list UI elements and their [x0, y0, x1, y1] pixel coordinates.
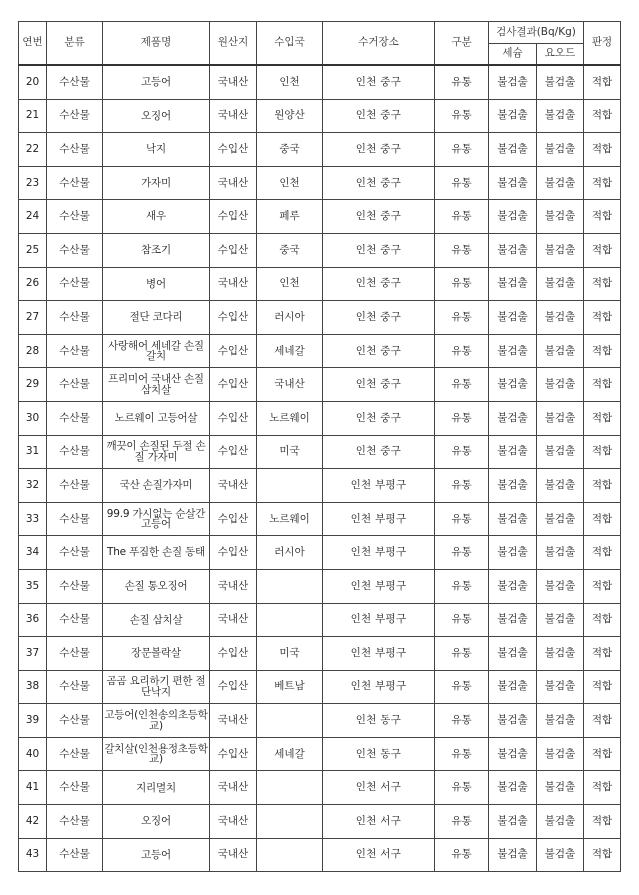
header-verdict: 판정 — [584, 22, 621, 66]
cell-type: 유통 — [435, 65, 489, 99]
cell-cesium: 불검출 — [489, 200, 537, 234]
cell-cesium: 불검출 — [489, 301, 537, 335]
cell-product: 절단 코다리 — [103, 301, 210, 335]
cell-iodine: 불검출 — [537, 435, 584, 469]
cell-origin: 수입산 — [210, 133, 257, 167]
inspection-results-table — [18, 21, 621, 872]
cell-location: 인천 중구 — [323, 133, 435, 167]
cell-location: 인천 중구 — [323, 200, 435, 234]
table-row — [19, 99, 621, 133]
cell-iodine: 불검출 — [537, 805, 584, 839]
cell-category: 수산물 — [47, 401, 103, 435]
cell-type: 유통 — [435, 401, 489, 435]
cell-verdict: 적합 — [584, 838, 621, 872]
table-row — [19, 435, 621, 469]
cell-product: 참조기 — [103, 233, 210, 267]
cell-iodine: 불검출 — [537, 334, 584, 368]
cell-import-country: 원양산 — [257, 99, 323, 133]
cell-verdict: 적합 — [584, 334, 621, 368]
cell-origin: 국내산 — [210, 603, 257, 637]
table-row — [19, 670, 621, 704]
cell-location: 인천 중구 — [323, 166, 435, 200]
cell-iodine: 불검출 — [537, 99, 584, 133]
cell-cesium: 불검출 — [489, 99, 537, 133]
cell-verdict: 적합 — [584, 704, 621, 738]
cell-product: 장문볼락살 — [103, 637, 210, 671]
cell-import-country — [257, 704, 323, 738]
cell-import-country — [257, 805, 323, 839]
cell-import-country — [257, 569, 323, 603]
cell-cesium: 불검출 — [489, 401, 537, 435]
cell-location: 인천 동구 — [323, 704, 435, 738]
cell-verdict: 적합 — [584, 99, 621, 133]
cell-no: 25 — [19, 233, 47, 267]
cell-type: 유통 — [435, 469, 489, 503]
cell-product: 노르웨이 고등어살 — [103, 401, 210, 435]
cell-no: 22 — [19, 133, 47, 167]
table-row — [19, 637, 621, 671]
table-row — [19, 166, 621, 200]
cell-type: 유통 — [435, 233, 489, 267]
cell-import-country: 러시아 — [257, 536, 323, 570]
cell-origin: 수입산 — [210, 233, 257, 267]
cell-type: 유통 — [435, 301, 489, 335]
cell-product: 고등어(인천송의초등학교) — [103, 704, 210, 738]
cell-verdict: 적합 — [584, 133, 621, 167]
cell-origin: 수입산 — [210, 200, 257, 234]
cell-origin: 수입산 — [210, 502, 257, 536]
cell-cesium: 불검출 — [489, 569, 537, 603]
cell-origin: 국내산 — [210, 805, 257, 839]
table-row — [19, 704, 621, 738]
cell-import-country: 페루 — [257, 200, 323, 234]
cell-no: 40 — [19, 737, 47, 771]
cell-cesium: 불검출 — [489, 435, 537, 469]
cell-type: 유통 — [435, 670, 489, 704]
table-row — [19, 133, 621, 167]
cell-location: 인천 서구 — [323, 771, 435, 805]
cell-verdict: 적합 — [584, 166, 621, 200]
cell-iodine: 불검출 — [537, 704, 584, 738]
header-product: 제품명 — [103, 22, 210, 66]
cell-origin: 수입산 — [210, 368, 257, 402]
cell-no: 36 — [19, 603, 47, 637]
cell-no: 41 — [19, 771, 47, 805]
cell-type: 유통 — [435, 704, 489, 738]
cell-location: 인천 중구 — [323, 334, 435, 368]
cell-no: 32 — [19, 469, 47, 503]
cell-no: 31 — [19, 435, 47, 469]
cell-verdict: 적합 — [584, 805, 621, 839]
cell-product: 새우 — [103, 200, 210, 234]
cell-product: 가자미 — [103, 166, 210, 200]
cell-location: 인천 부평구 — [323, 670, 435, 704]
cell-location: 인천 중구 — [323, 99, 435, 133]
cell-type: 유통 — [435, 536, 489, 570]
cell-origin: 수입산 — [210, 670, 257, 704]
cell-category: 수산물 — [47, 233, 103, 267]
cell-iodine: 불검출 — [537, 502, 584, 536]
inspection-results-table-wrapper — [18, 21, 621, 872]
table-row — [19, 838, 621, 872]
cell-type: 유통 — [435, 99, 489, 133]
cell-origin: 수입산 — [210, 401, 257, 435]
cell-category: 수산물 — [47, 65, 103, 99]
cell-import-country: 인천 — [257, 65, 323, 99]
cell-product: 고등어 — [103, 838, 210, 872]
cell-import-country: 미국 — [257, 435, 323, 469]
cell-cesium: 불검출 — [489, 267, 537, 301]
cell-type: 유통 — [435, 133, 489, 167]
table-row — [19, 771, 621, 805]
cell-verdict: 적합 — [584, 65, 621, 99]
cell-iodine: 불검출 — [537, 838, 584, 872]
cell-cesium: 불검출 — [489, 771, 537, 805]
cell-type: 유통 — [435, 637, 489, 671]
cell-product: 고등어 — [103, 65, 210, 99]
cell-import-country: 중국 — [257, 133, 323, 167]
cell-product: 갈치살(인천용정초등학교) — [103, 737, 210, 771]
table-row — [19, 200, 621, 234]
cell-verdict: 적합 — [584, 502, 621, 536]
cell-no: 20 — [19, 65, 47, 99]
table-body — [19, 65, 621, 872]
cell-product: 국산 손질가자미 — [103, 469, 210, 503]
cell-iodine: 불검출 — [537, 368, 584, 402]
cell-no: 38 — [19, 670, 47, 704]
cell-no: 35 — [19, 569, 47, 603]
cell-category: 수산물 — [47, 569, 103, 603]
cell-location: 인천 중구 — [323, 368, 435, 402]
cell-iodine: 불검출 — [537, 603, 584, 637]
cell-type: 유통 — [435, 737, 489, 771]
cell-verdict: 적합 — [584, 401, 621, 435]
cell-type: 유통 — [435, 166, 489, 200]
cell-no: 43 — [19, 838, 47, 872]
cell-category: 수산물 — [47, 469, 103, 503]
cell-location: 인천 서구 — [323, 838, 435, 872]
cell-type: 유통 — [435, 603, 489, 637]
cell-no: 30 — [19, 401, 47, 435]
table-row — [19, 737, 621, 771]
cell-category: 수산물 — [47, 200, 103, 234]
cell-import-country — [257, 838, 323, 872]
cell-type: 유통 — [435, 435, 489, 469]
table-row — [19, 301, 621, 335]
cell-verdict: 적합 — [584, 637, 621, 671]
cell-import-country: 국내산 — [257, 368, 323, 402]
cell-category: 수산물 — [47, 637, 103, 671]
cell-origin: 수입산 — [210, 334, 257, 368]
cell-import-country: 인천 — [257, 267, 323, 301]
cell-product: 프리미어 국내산 손질 삼치살 — [103, 368, 210, 402]
cell-iodine: 불검출 — [537, 401, 584, 435]
cell-origin: 수입산 — [210, 301, 257, 335]
cell-origin: 수입산 — [210, 435, 257, 469]
cell-location: 인천 중구 — [323, 233, 435, 267]
cell-cesium: 불검출 — [489, 65, 537, 99]
cell-origin: 국내산 — [210, 704, 257, 738]
cell-no: 23 — [19, 166, 47, 200]
cell-cesium: 불검출 — [489, 737, 537, 771]
cell-location: 인천 부평구 — [323, 569, 435, 603]
cell-category: 수산물 — [47, 99, 103, 133]
cell-origin: 국내산 — [210, 267, 257, 301]
cell-origin: 수입산 — [210, 536, 257, 570]
cell-no: 28 — [19, 334, 47, 368]
cell-cesium: 불검출 — [489, 805, 537, 839]
cell-location: 인천 부평구 — [323, 502, 435, 536]
cell-type: 유통 — [435, 502, 489, 536]
cell-import-country — [257, 469, 323, 503]
header-location: 수거장소 — [323, 22, 435, 66]
header-type: 구분 — [435, 22, 489, 66]
table-row — [19, 569, 621, 603]
cell-category: 수산물 — [47, 603, 103, 637]
cell-verdict: 적합 — [584, 233, 621, 267]
cell-location: 인천 중구 — [323, 65, 435, 99]
cell-type: 유통 — [435, 569, 489, 603]
cell-cesium: 불검출 — [489, 334, 537, 368]
cell-iodine: 불검출 — [537, 569, 584, 603]
cell-cesium: 불검출 — [489, 233, 537, 267]
cell-verdict: 적합 — [584, 771, 621, 805]
cell-cesium: 불검출 — [489, 838, 537, 872]
cell-no: 39 — [19, 704, 47, 738]
cell-location: 인천 부평구 — [323, 469, 435, 503]
table-row — [19, 536, 621, 570]
cell-origin: 국내산 — [210, 65, 257, 99]
cell-category: 수산물 — [47, 301, 103, 335]
table-row — [19, 805, 621, 839]
cell-origin: 국내산 — [210, 569, 257, 603]
cell-category: 수산물 — [47, 771, 103, 805]
cell-import-country — [257, 603, 323, 637]
cell-import-country: 미국 — [257, 637, 323, 671]
header-origin: 원산지 — [210, 22, 257, 66]
cell-verdict: 적합 — [584, 200, 621, 234]
cell-no: 42 — [19, 805, 47, 839]
cell-origin: 국내산 — [210, 838, 257, 872]
cell-cesium: 불검출 — [489, 469, 537, 503]
table-row — [19, 401, 621, 435]
cell-verdict: 적합 — [584, 603, 621, 637]
cell-verdict: 적합 — [584, 737, 621, 771]
cell-category: 수산물 — [47, 670, 103, 704]
cell-import-country — [257, 771, 323, 805]
cell-type: 유통 — [435, 200, 489, 234]
cell-type: 유통 — [435, 771, 489, 805]
cell-location: 인천 중구 — [323, 267, 435, 301]
cell-product: 곰곰 요리하기 편한 절단낙지 — [103, 670, 210, 704]
cell-cesium: 불검출 — [489, 502, 537, 536]
table-row — [19, 65, 621, 99]
cell-product: The 푸짐한 손질 동태 — [103, 536, 210, 570]
cell-import-country: 인천 — [257, 166, 323, 200]
cell-location: 인천 중구 — [323, 401, 435, 435]
cell-origin: 수입산 — [210, 737, 257, 771]
cell-cesium: 불검출 — [489, 603, 537, 637]
table-row — [19, 502, 621, 536]
cell-location: 인천 동구 — [323, 737, 435, 771]
table-row — [19, 603, 621, 637]
cell-origin: 국내산 — [210, 166, 257, 200]
cell-location: 인천 부평구 — [323, 603, 435, 637]
cell-location: 인천 중구 — [323, 301, 435, 335]
cell-category: 수산물 — [47, 737, 103, 771]
cell-verdict: 적합 — [584, 469, 621, 503]
cell-verdict: 적합 — [584, 569, 621, 603]
cell-cesium: 불검출 — [489, 704, 537, 738]
cell-product: 손질 통오징어 — [103, 569, 210, 603]
cell-product: 오징어 — [103, 805, 210, 839]
cell-import-country: 러시아 — [257, 301, 323, 335]
header-cesium: 세슘 — [489, 44, 537, 66]
cell-iodine: 불검출 — [537, 166, 584, 200]
cell-origin: 수입산 — [210, 637, 257, 671]
cell-iodine: 불검출 — [537, 737, 584, 771]
cell-verdict: 적합 — [584, 368, 621, 402]
cell-iodine: 불검출 — [537, 670, 584, 704]
cell-product: 오징어 — [103, 99, 210, 133]
cell-product: 손질 삼치살 — [103, 603, 210, 637]
header-no: 연번 — [19, 22, 47, 66]
cell-no: 34 — [19, 536, 47, 570]
cell-import-country: 노르웨이 — [257, 401, 323, 435]
cell-import-country: 노르웨이 — [257, 502, 323, 536]
cell-category: 수산물 — [47, 435, 103, 469]
header-import-country: 수입국 — [257, 22, 323, 66]
table-row — [19, 469, 621, 503]
cell-type: 유통 — [435, 334, 489, 368]
cell-category: 수산물 — [47, 536, 103, 570]
cell-product: 깨끗이 손질된 두절 손질 가자미 — [103, 435, 210, 469]
cell-origin: 국내산 — [210, 771, 257, 805]
cell-verdict: 적합 — [584, 301, 621, 335]
header-category: 분류 — [47, 22, 103, 66]
cell-product: 낙지 — [103, 133, 210, 167]
cell-location: 인천 부평구 — [323, 637, 435, 671]
cell-no: 37 — [19, 637, 47, 671]
table-row — [19, 334, 621, 368]
cell-category: 수산물 — [47, 502, 103, 536]
cell-verdict: 적합 — [584, 670, 621, 704]
cell-location: 인천 부평구 — [323, 536, 435, 570]
cell-cesium: 불검출 — [489, 368, 537, 402]
cell-iodine: 불검출 — [537, 267, 584, 301]
table-row — [19, 233, 621, 267]
cell-location: 인천 중구 — [323, 435, 435, 469]
cell-type: 유통 — [435, 838, 489, 872]
header-iodine: 요오드 — [537, 44, 584, 66]
table-header — [19, 22, 621, 66]
cell-no: 29 — [19, 368, 47, 402]
cell-import-country: 세네갈 — [257, 737, 323, 771]
cell-import-country: 중국 — [257, 233, 323, 267]
cell-import-country: 베트남 — [257, 670, 323, 704]
cell-no: 27 — [19, 301, 47, 335]
cell-category: 수산물 — [47, 368, 103, 402]
cell-category: 수산물 — [47, 166, 103, 200]
cell-category: 수산물 — [47, 805, 103, 839]
cell-iodine: 불검출 — [537, 65, 584, 99]
cell-no: 24 — [19, 200, 47, 234]
cell-origin: 국내산 — [210, 469, 257, 503]
cell-cesium: 불검출 — [489, 133, 537, 167]
cell-type: 유통 — [435, 805, 489, 839]
cell-type: 유통 — [435, 267, 489, 301]
cell-iodine: 불검출 — [537, 771, 584, 805]
cell-location: 인천 서구 — [323, 805, 435, 839]
cell-verdict: 적합 — [584, 435, 621, 469]
cell-category: 수산물 — [47, 267, 103, 301]
cell-iodine: 불검출 — [537, 637, 584, 671]
cell-category: 수산물 — [47, 334, 103, 368]
cell-iodine: 불검출 — [537, 233, 584, 267]
table-row — [19, 267, 621, 301]
cell-iodine: 불검출 — [537, 200, 584, 234]
cell-product: 99.9 가시없는 순살간고등어 — [103, 502, 210, 536]
cell-no: 26 — [19, 267, 47, 301]
cell-type: 유통 — [435, 368, 489, 402]
cell-category: 수산물 — [47, 838, 103, 872]
cell-iodine: 불검출 — [537, 133, 584, 167]
cell-iodine: 불검출 — [537, 301, 584, 335]
cell-category: 수산물 — [47, 704, 103, 738]
cell-product: 사랑해어 세네갈 손질 갈치 — [103, 334, 210, 368]
cell-no: 33 — [19, 502, 47, 536]
cell-cesium: 불검출 — [489, 536, 537, 570]
cell-product: 지리멸치 — [103, 771, 210, 805]
cell-import-country: 세네갈 — [257, 334, 323, 368]
cell-iodine: 불검출 — [537, 536, 584, 570]
header-result: 검사결과(Bq/Kg) — [489, 22, 584, 44]
cell-verdict: 적합 — [584, 267, 621, 301]
cell-cesium: 불검출 — [489, 670, 537, 704]
cell-cesium: 불검출 — [489, 166, 537, 200]
cell-iodine: 불검출 — [537, 469, 584, 503]
table-row — [19, 368, 621, 402]
cell-cesium: 불검출 — [489, 637, 537, 671]
cell-product: 병어 — [103, 267, 210, 301]
cell-category: 수산물 — [47, 133, 103, 167]
cell-no: 21 — [19, 99, 47, 133]
cell-origin: 국내산 — [210, 99, 257, 133]
cell-verdict: 적합 — [584, 536, 621, 570]
